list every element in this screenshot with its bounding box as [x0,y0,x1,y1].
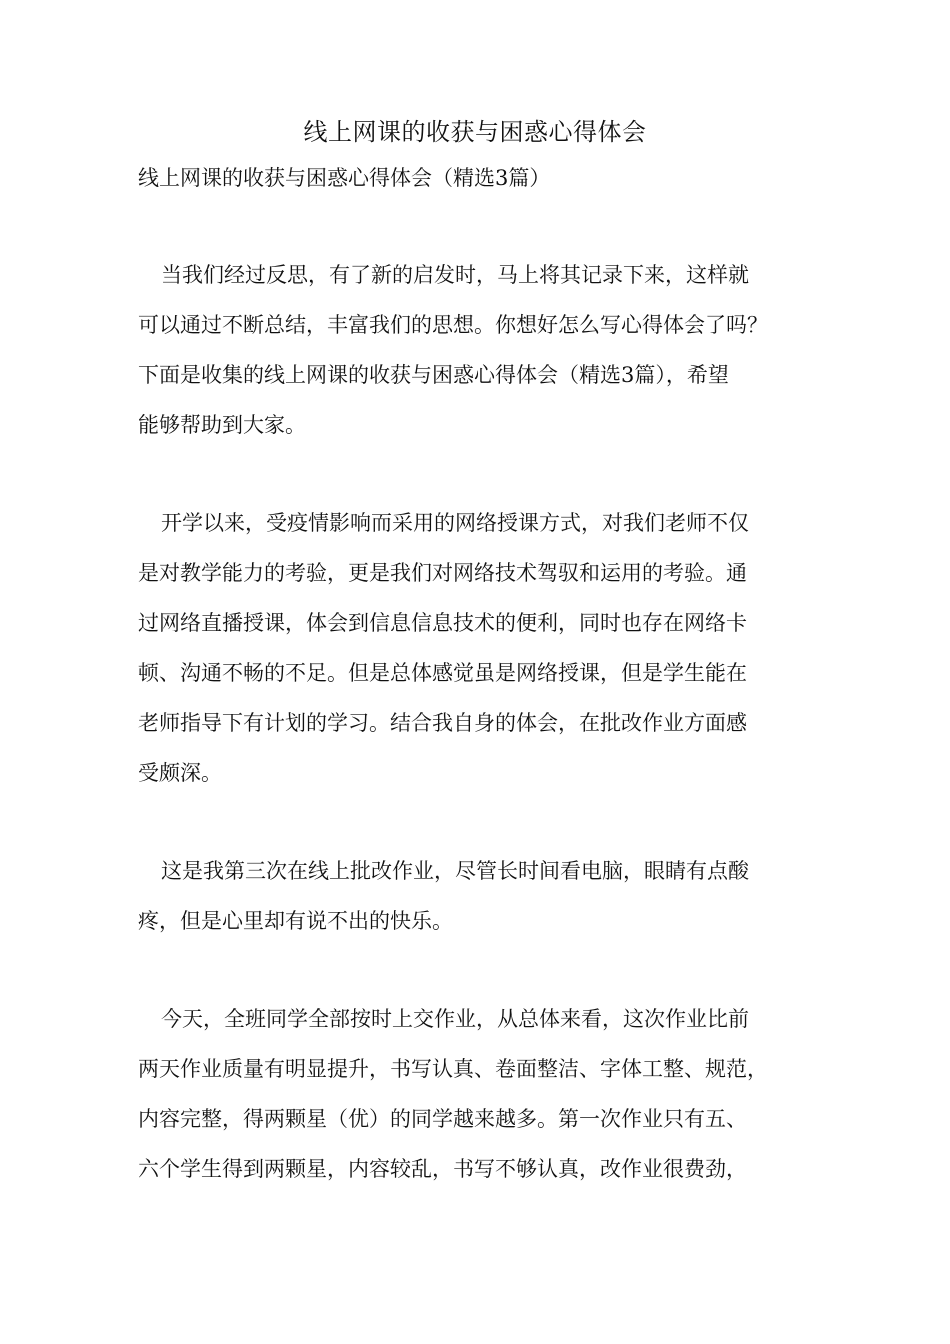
paragraph-line: 开学以来，受疫情影响而采用的网络授课方式，对我们老师不仅 [161,511,749,535]
paragraph-line: 受颇深。 [138,761,222,785]
paragraph-line: 顿、沟通不畅的不足。但是总体感觉虽是网络授课，但是学生能在 [138,661,747,685]
paragraph-grading [138,846,828,946]
document-subtitle: 线上网课的收获与困惑心得体会（精选3篇） [138,166,551,190]
paragraph-intro [138,250,828,450]
paragraph-line: 两天作业质量有明显提升，书写认真、卷面整洁、字体工整、规范， [138,1057,768,1081]
paragraph-line: 是对教学能力的考验，更是我们对网络技术驾驭和运用的考验。通 [138,561,747,585]
paragraph-line: 下面是收集的线上网课的收获与困惑心得体会（精选3篇），希望 [138,363,729,387]
paragraph-line: 老师指导下有计划的学习。结合我自身的体会，在批改作业方面感 [138,711,747,735]
paragraph-homework-quality [138,994,828,1194]
paragraph-line: 今天，全班同学全部按时上交作业，从总体来看，这次作业比前 [161,1007,749,1031]
paragraph-online-teaching [138,498,828,798]
paragraph-line: 可以通过不断总结，丰富我们的思想。你想好怎么写心得体会了吗？ [138,313,768,337]
paragraph-line: 过网络直播授课，体会到信息信息技术的便利，同时也存在网络卡 [138,611,747,635]
paragraph-line: 内容完整，得两颗星（优）的同学越来越多。第一次作业只有五、 [138,1107,747,1131]
paragraph-line: 当我们经过反思，有了新的启发时，马上将其记录下来，这样就 [161,263,749,287]
paragraph-line: 疼，但是心里却有说不出的快乐。 [138,909,453,933]
paragraph-line: 能够帮助到大家。 [138,413,306,437]
paragraph-line: 六个学生得到两颗星，内容较乱，书写不够认真，改作业很费劲， [138,1157,747,1181]
paragraph-line: 这是我第三次在线上批改作业，尽管长时间看电脑，眼睛有点酸 [161,859,749,883]
document-title: 线上网课的收获与困惑心得体会 [303,118,647,146]
